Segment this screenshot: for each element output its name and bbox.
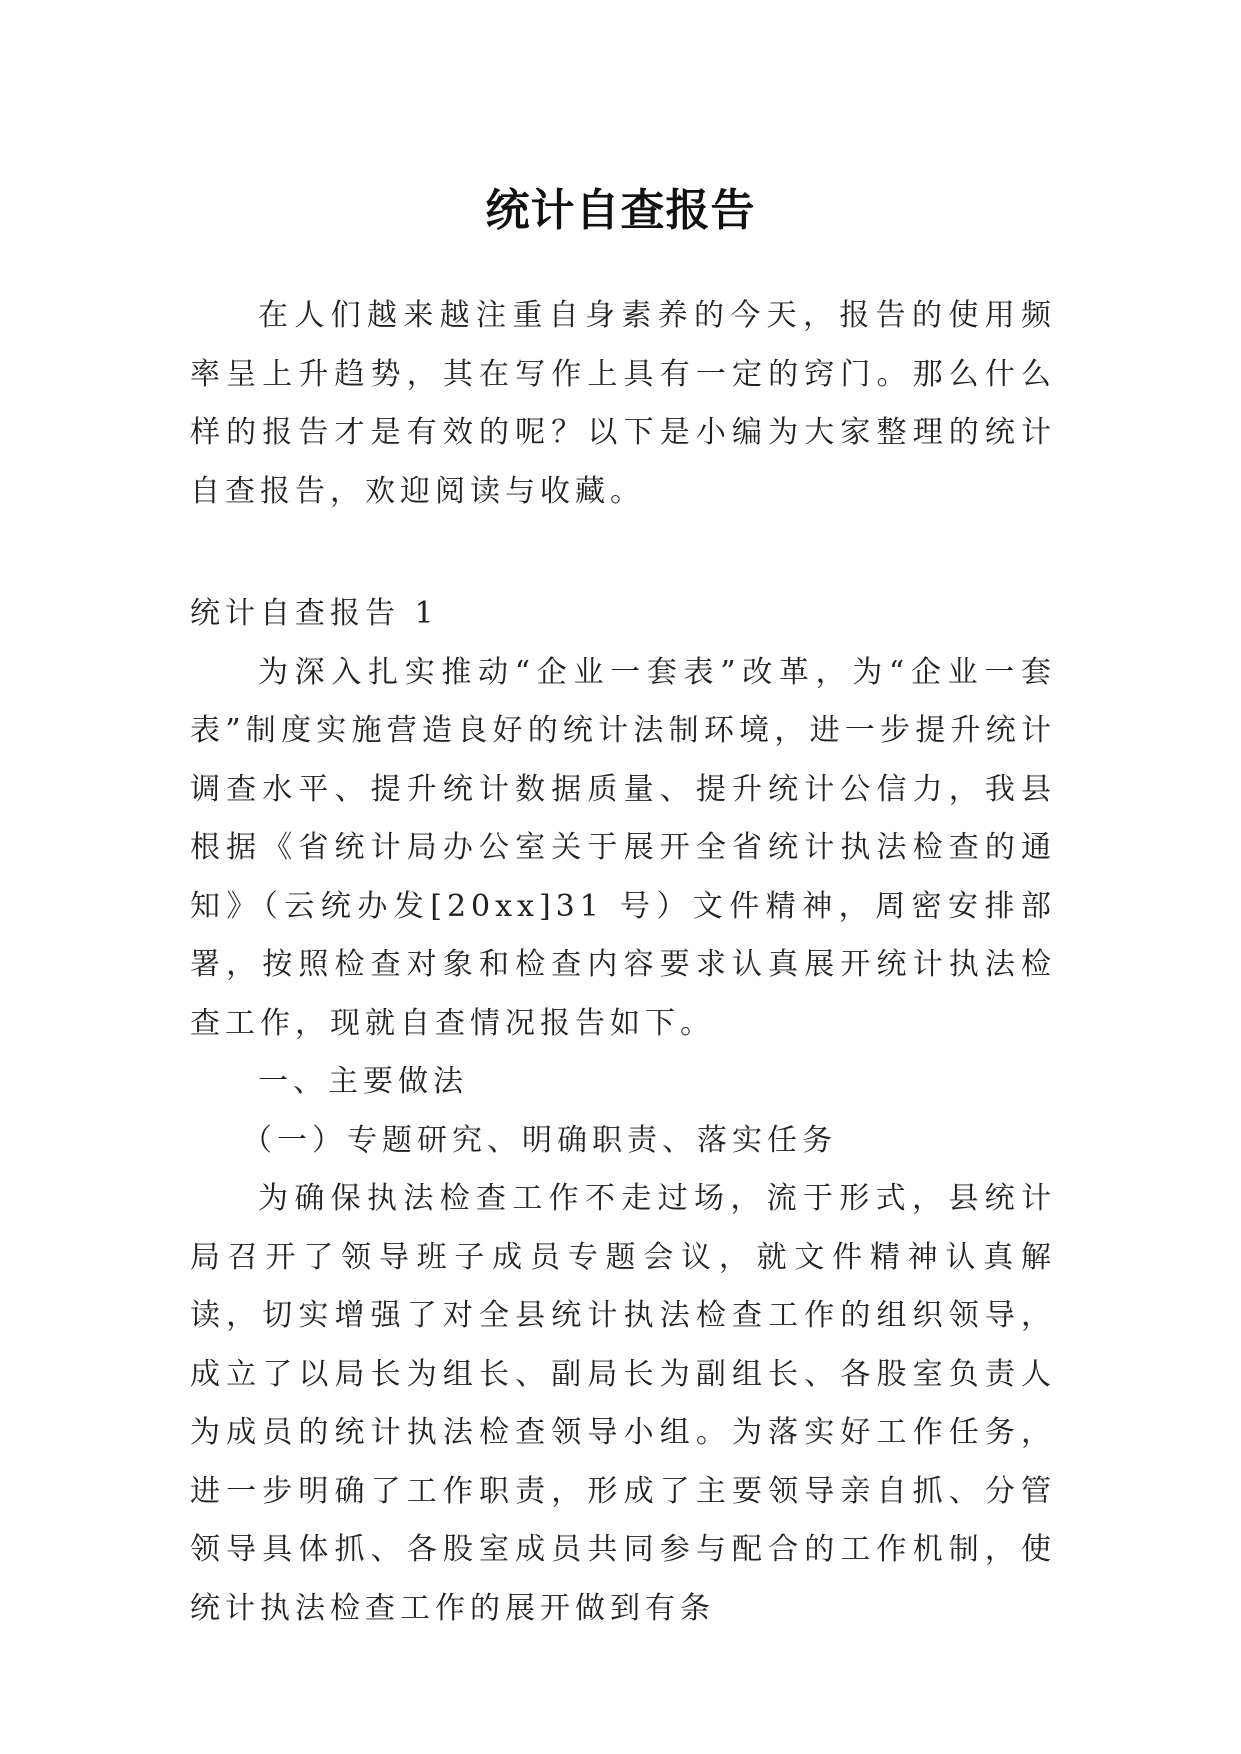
document-title: 统计自查报告 <box>485 185 756 237</box>
body-paragraph-2: 为确保执法检查工作不走过场，流于形式，县统计局召开了领导班子成员专题会议，就文件精神认真解读，切实增强了对全县统计执法检查工作的组织领导，成立了以局长为组长、副局长为副组长、各股室负责人为成员的统计执法检查领导小组。为落实好工作任务，进一步明确了工作职责，形成了主要领导亲自抓、分管领导具体抓、各股室成员共同参与配合的工作机制，使统计执法检查工作的展开做到有条 <box>190 1181 1056 1626</box>
body-paragraph-1: 为深入扎实推动“企业一套表”改革，为“企业一套表”制度实施营造良好的统计法制环境，进一步提升统计调查水平、提升统计数据质量、提升统计公信力，我县根据《省统计局办公室关于展开全省统计执法检查的通知》（云统办发[20xx]31 号）文件精神，周密安排部署，按照检查对象和检查内容要求认真展开统计执法检查工作，现就自查情况报告如下。 <box>190 654 1056 1041</box>
document-body <box>190 287 1056 1638</box>
heading-subsection-1: （一）专题研究、明确职责、落实任务 <box>242 1122 837 1158</box>
intro-paragraph: 在人们越来越注重自身素养的今天，报告的使用频率呈上升趋势，其在写作上具有一定的窍门。那么什么样的报告才是有效的呢？以下是小编为大家整理的统计自查报告，欢迎阅读与收藏。 <box>190 298 1056 509</box>
heading-main-practices: 一、主要做法 <box>258 1064 468 1099</box>
section-title: 统计自查报告 1 <box>190 596 439 631</box>
